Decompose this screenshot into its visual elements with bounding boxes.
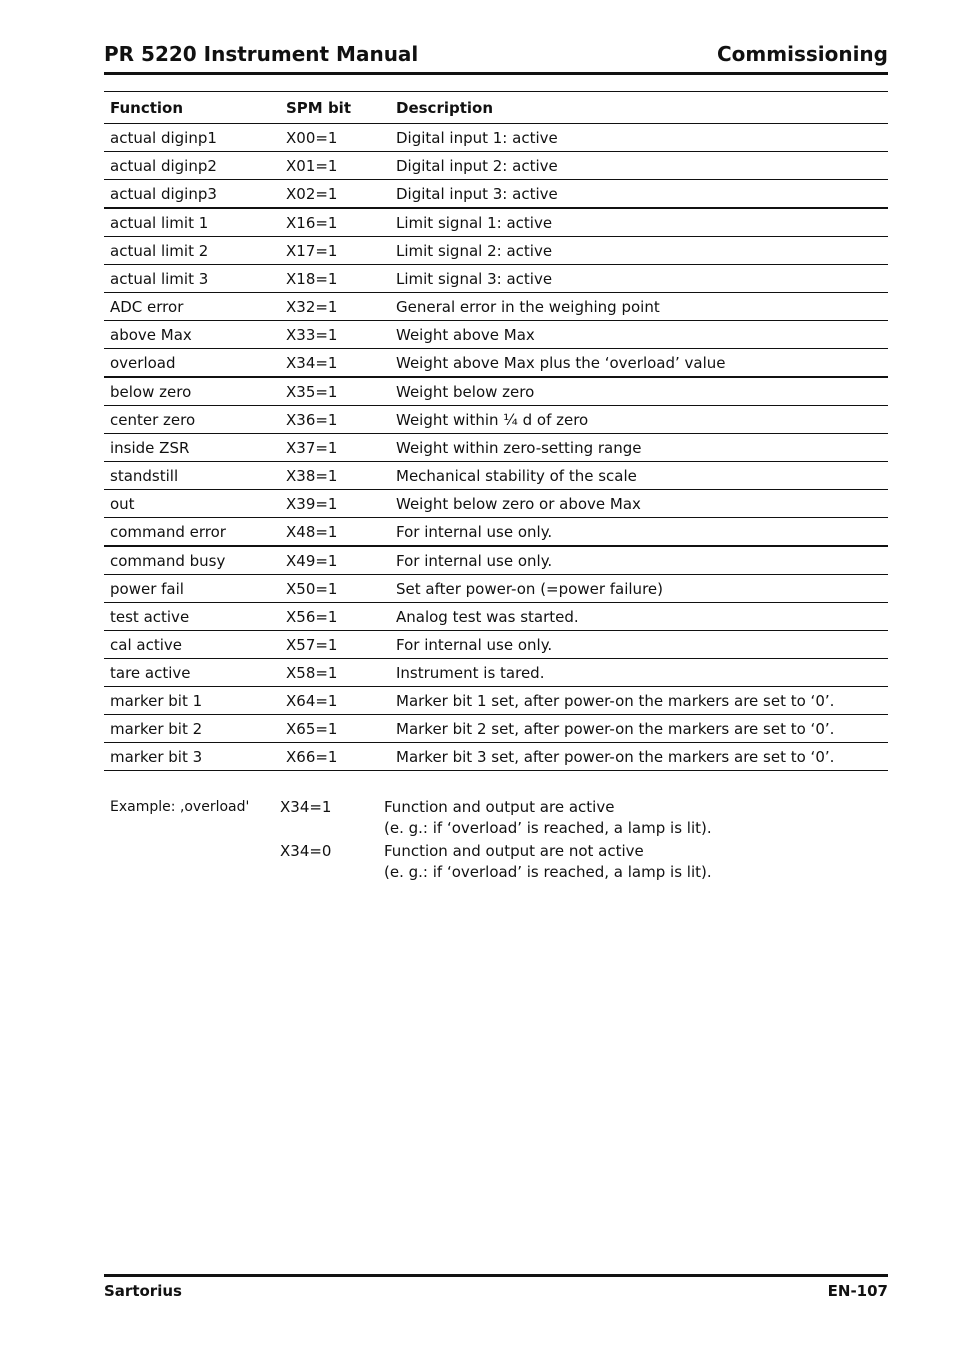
cell-spm-bit: X58=1 (280, 659, 390, 687)
cell-spm-bit: X65=1 (280, 715, 390, 743)
cell-description: Weight above Max (390, 321, 888, 349)
cell-function: overload (104, 349, 280, 378)
table-row (104, 208, 888, 237)
page-number: EN-107 (827, 1282, 888, 1300)
table-row (104, 743, 888, 771)
table-row (104, 349, 888, 378)
cell-spm-bit: X17=1 (280, 237, 390, 265)
table-row (104, 462, 888, 490)
cell-description: For internal use only. (390, 518, 888, 547)
example-label: Example: ‚overload' (110, 799, 250, 815)
cell-spm-bit: X49=1 (280, 546, 390, 575)
cell-spm-bit: X64=1 (280, 687, 390, 715)
table-row (104, 434, 888, 462)
example-description (384, 841, 712, 883)
cell-function: below zero (104, 377, 280, 406)
cell-description: Limit signal 3: active (390, 265, 888, 293)
example-section (104, 797, 888, 885)
cell-description: General error in the weighing point (390, 293, 888, 321)
cell-function: out (104, 490, 280, 518)
example-description (384, 797, 712, 839)
column-header-spm-bit: SPM bit (280, 92, 390, 124)
cell-description: Digital input 3: active (390, 180, 888, 209)
table-row (104, 152, 888, 180)
cell-description: Digital input 1: active (390, 124, 888, 152)
cell-function: ADC error (104, 293, 280, 321)
table-row (104, 546, 888, 575)
cell-function: inside ZSR (104, 434, 280, 462)
cell-spm-bit: X34=1 (280, 349, 390, 378)
table-header-row (104, 92, 888, 124)
cell-function: above Max (104, 321, 280, 349)
cell-description: Instrument is tared. (390, 659, 888, 687)
example-description-line: (e. g.: if ‘overload’ is reached, a lamp is lit). (384, 863, 712, 881)
cell-spm-bit: X32=1 (280, 293, 390, 321)
example-row-inactive (104, 841, 888, 885)
cell-function: power fail (104, 575, 280, 603)
cell-function: actual diginp3 (104, 180, 280, 209)
footer-company: Sartorius (104, 1282, 182, 1300)
cell-function: test active (104, 603, 280, 631)
table-body (104, 124, 888, 771)
page-footer (104, 1274, 888, 1307)
column-header-description: Description (390, 92, 888, 124)
cell-spm-bit: X56=1 (280, 603, 390, 631)
cell-function: cal active (104, 631, 280, 659)
table-row (104, 518, 888, 547)
cell-function: tare active (104, 659, 280, 687)
column-header-function: Function (104, 92, 280, 124)
cell-function: actual limit 1 (104, 208, 280, 237)
cell-spm-bit: X16=1 (280, 208, 390, 237)
cell-function: actual limit 3 (104, 265, 280, 293)
table-row (104, 631, 888, 659)
section-title: Commissioning (716, 42, 888, 66)
table-row (104, 377, 888, 406)
cell-description: Weight below zero (390, 377, 888, 406)
cell-spm-bit: X38=1 (280, 462, 390, 490)
table-row (104, 124, 888, 152)
example-description-line: Function and output are active (384, 798, 615, 816)
cell-description: Limit signal 1: active (390, 208, 888, 237)
cell-function: marker bit 2 (104, 715, 280, 743)
cell-description: Weight within ¼ d of zero (390, 406, 888, 434)
cell-description: Weight above Max plus the ‘overload’ value (390, 349, 888, 378)
spm-bit-table (104, 91, 888, 771)
cell-description: For internal use only. (390, 631, 888, 659)
cell-function: command busy (104, 546, 280, 575)
table-row (104, 490, 888, 518)
cell-function: actual diginp2 (104, 152, 280, 180)
cell-spm-bit: X66=1 (280, 743, 390, 771)
table-row (104, 180, 888, 209)
cell-function: center zero (104, 406, 280, 434)
table-row (104, 321, 888, 349)
cell-spm-bit: X39=1 (280, 490, 390, 518)
table-row (104, 237, 888, 265)
example-row-active (104, 797, 888, 841)
table-row (104, 603, 888, 631)
cell-description: Set after power-on (=power failure) (390, 575, 888, 603)
cell-spm-bit: X33=1 (280, 321, 390, 349)
cell-spm-bit: X18=1 (280, 265, 390, 293)
manual-title: PR 5220 Instrument Manual (104, 42, 419, 66)
table-row (104, 659, 888, 687)
cell-description: Analog test was started. (390, 603, 888, 631)
cell-spm-bit: X50=1 (280, 575, 390, 603)
cell-spm-bit: X57=1 (280, 631, 390, 659)
cell-spm-bit: X37=1 (280, 434, 390, 462)
cell-function: marker bit 3 (104, 743, 280, 771)
cell-description: Digital input 2: active (390, 152, 888, 180)
cell-spm-bit: X00=1 (280, 124, 390, 152)
cell-description: Marker bit 2 set, after power-on the markers are set to ‘0’. (390, 715, 888, 743)
cell-description: For internal use only. (390, 546, 888, 575)
example-description-line: Function and output are not active (384, 842, 644, 860)
table-row (104, 293, 888, 321)
cell-function: actual limit 2 (104, 237, 280, 265)
cell-function: marker bit 1 (104, 687, 280, 715)
table-row (104, 575, 888, 603)
cell-description: Marker bit 1 set, after power-on the markers are set to ‘0’. (390, 687, 888, 715)
cell-description: Weight below zero or above Max (390, 490, 888, 518)
cell-description: Mechanical stability of the scale (390, 462, 888, 490)
cell-spm-bit: X36=1 (280, 406, 390, 434)
cell-description: Marker bit 3 set, after power-on the markers are set to ‘0’. (390, 743, 888, 771)
example-description-line: (e. g.: if ‘overload’ is reached, a lamp is lit). (384, 819, 712, 837)
cell-function: actual diginp1 (104, 124, 280, 152)
cell-spm-bit: X02=1 (280, 180, 390, 209)
cell-spm-bit: X48=1 (280, 518, 390, 547)
table-row (104, 715, 888, 743)
cell-description: Weight within zero-setting range (390, 434, 888, 462)
page-header (104, 40, 888, 75)
table-row (104, 687, 888, 715)
cell-spm-bit: X01=1 (280, 152, 390, 180)
cell-description: Limit signal 2: active (390, 237, 888, 265)
example-bit: X34=0 (280, 842, 332, 860)
example-bit: X34=1 (280, 798, 332, 816)
cell-function: command error (104, 518, 280, 547)
cell-spm-bit: X35=1 (280, 377, 390, 406)
table-row (104, 406, 888, 434)
table-row (104, 265, 888, 293)
cell-function: standstill (104, 462, 280, 490)
